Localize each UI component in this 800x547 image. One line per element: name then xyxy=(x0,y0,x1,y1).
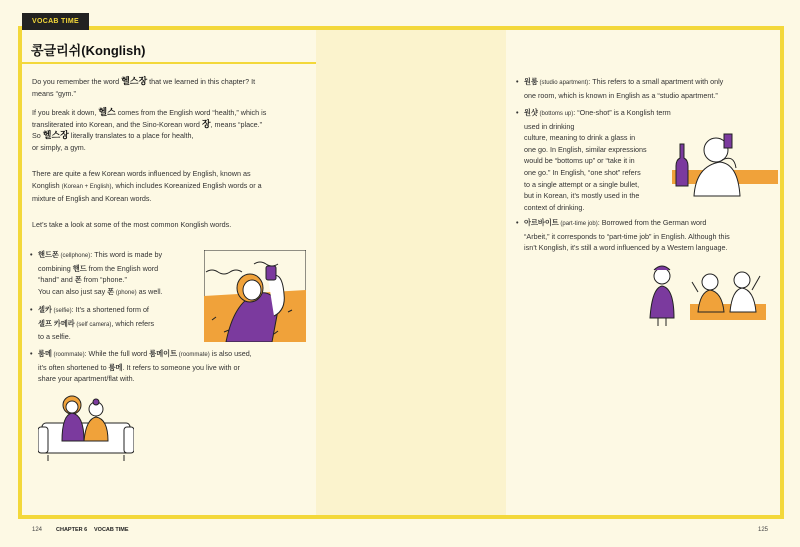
title-box xyxy=(22,34,316,64)
page-frame-right xyxy=(780,26,784,519)
oneshot-illustration xyxy=(672,130,778,198)
list-item-oneshot: • 원샷 (bottoms up): “One-shot” is a Konglish term used in drinking culture, meaning to drink a glass in one go. In English, similar expressions would be “bottoms up” or “take it in one go.” In English, “one shot” refers to a single attempt or a single bullet, but in Korean, it’s mostly used in the context of drinking. xyxy=(516,108,671,212)
title-english: (Konglish) xyxy=(81,43,146,58)
footer-section: VOCAB TIME xyxy=(94,527,129,533)
title-korean: 콩글리쉬 xyxy=(31,43,82,58)
list-item-roommate: • 룸메 (roommate): While the full word 룸메이트 (roommate) is also used, it’s often shortened to 룸메. It refers to someone you live with or share your apartment/flat with. xyxy=(30,349,252,384)
intro-paragraph-2: If you break it down, 헬스 comes from the English word “health,” which is transliterated into Korean, and the Sino-Korean word 장, means “place.” So 헬스장 literally translates to a place for health, or simply, a gym. xyxy=(32,107,267,152)
intro-paragraph-3: There are quite a few Korean words influenced by English, known as Konglish (Korean + English), which includes Koreanized English words or a mixture of English and Korean words. xyxy=(32,169,262,204)
right-page-number: 125 xyxy=(758,527,769,533)
list-item-handphone: • 핸드폰 (cellphone): This word is made by combining 핸드 from the English word “hand” and 폰 from “phone.” You can also just say 폰 (phone) as well. xyxy=(30,250,163,296)
spine-shade xyxy=(316,26,506,519)
intro-paragraph-4: Let’s take a look at some of the most common Konglish words. xyxy=(32,220,232,229)
list-item-arbeit: • 아르바이트 (part-time job): Borrowed from the German word “Arbeit,” it corresponds to “part-time job” in English. Although this isn’t Konglish, it’s still a word influenced by a Western language. xyxy=(516,218,730,253)
page-frame-left xyxy=(18,26,22,519)
page-frame-bottom xyxy=(18,515,784,519)
page-frame-top xyxy=(18,26,784,30)
section-tag: VOCAB TIME xyxy=(22,13,89,30)
page-title xyxy=(31,40,146,59)
intro-paragraph-1: Do you remember the word 헬스장 that we learned in this chapter? It means “gym.” xyxy=(32,76,256,98)
selfie-illustration xyxy=(204,250,306,342)
footer-chapter: CHAPTER 6 xyxy=(56,527,88,533)
arbeit-illustration xyxy=(648,262,766,328)
list-item-oneroom: • 원룸 (studio apartment): This refers to a small apartment with only one room, which is known in English as a “studio apartment.” xyxy=(516,77,724,100)
roommates-illustration xyxy=(38,393,134,463)
left-page-number: 124 xyxy=(32,527,43,533)
list-item-selca: • 셀카 (selfie): It’s a shortened form of 셀프 카메라 (self camera), which refers to a selfie. xyxy=(30,305,155,342)
